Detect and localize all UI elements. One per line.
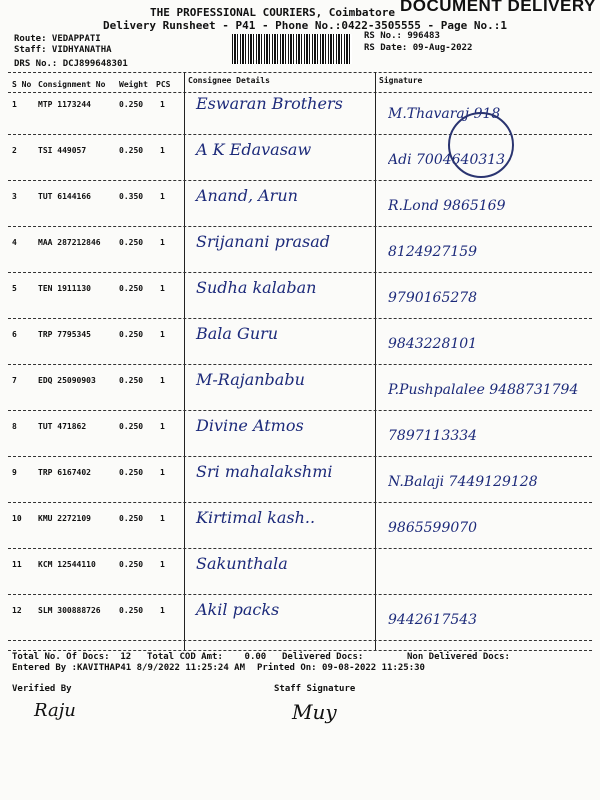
- row-separator: [8, 364, 592, 365]
- row-consignment: KCM 12544110: [38, 560, 96, 569]
- row-sno: 10: [12, 514, 22, 523]
- total-docs: Total No. Of Docs: 12: [12, 652, 132, 662]
- row-pcs: 1: [160, 146, 165, 155]
- company-line: THE PROFESSIONAL COURIERS, Coimbatore: [150, 6, 396, 19]
- drs-number: DRS No.: DCJ899648301: [14, 59, 128, 69]
- row-sno: 9: [12, 468, 17, 477]
- total-cod: Total COD Amt: 0.00: [147, 652, 267, 662]
- row-consignee-handwritten: Bala Guru: [196, 324, 279, 343]
- row-consignment: TSI 449057: [38, 146, 87, 155]
- table-top-rule: [8, 72, 592, 73]
- row-pcs: 1: [160, 238, 165, 247]
- row-consignment: TRP 7795345: [38, 330, 91, 339]
- row-weight: 0.250: [119, 100, 144, 109]
- col-signature: Signature: [379, 76, 423, 85]
- row-weight: 0.250: [119, 560, 144, 569]
- row-weight: 0.250: [119, 330, 144, 339]
- delivered-docs: Delivered Docs:: [282, 652, 364, 662]
- footer-rule: [8, 650, 592, 651]
- row-sno: 5: [12, 284, 17, 293]
- delivery-seal: [448, 112, 514, 178]
- row-signature-handwritten: 7897113334: [388, 428, 478, 444]
- row-separator: [8, 272, 592, 273]
- row-consignee-handwritten: Srijanani prasad: [196, 232, 330, 251]
- row-consignment: TRP 6167402: [38, 468, 91, 477]
- verified-signature: Raju: [34, 700, 76, 721]
- row-weight: 0.250: [119, 422, 144, 431]
- row-signature-handwritten: 8124927159: [388, 244, 478, 260]
- row-consignment: TUT 471862: [38, 422, 87, 431]
- col-weight: Weight: [119, 80, 148, 89]
- row-weight: 0.250: [119, 238, 144, 247]
- row-signature-handwritten: Adi 7004640313: [388, 152, 506, 168]
- row-weight: 0.250: [119, 146, 144, 155]
- row-pcs: 1: [160, 330, 165, 339]
- row-sno: 7: [12, 376, 17, 385]
- header-rule: [8, 92, 592, 93]
- row-consignee-handwritten: Sakunthala: [196, 554, 288, 573]
- row-sno: 6: [12, 330, 17, 339]
- row-sno: 1: [12, 100, 17, 109]
- row-weight: 0.250: [119, 514, 144, 523]
- row-separator: [8, 410, 592, 411]
- row-pcs: 1: [160, 422, 165, 431]
- row-signature-handwritten: M.Thavaraj 918: [388, 106, 501, 122]
- col-sno: S No: [12, 80, 32, 89]
- verified-by-label: Verified By: [12, 684, 72, 694]
- non-delivered-docs: Non Delivered Docs:: [407, 652, 510, 662]
- row-consignment: SLM 300888726: [38, 606, 101, 615]
- row-signature-handwritten: 9843228101: [388, 336, 478, 352]
- row-pcs: 1: [160, 376, 165, 385]
- staff: Staff: VIDHYANATHA: [14, 45, 112, 55]
- row-pcs: 1: [160, 284, 165, 293]
- row-separator: [8, 318, 592, 319]
- row-consignee-handwritten: Anand, Arun: [196, 186, 298, 205]
- row-consignee-handwritten: A K Edavasaw: [196, 140, 312, 159]
- rs-date: RS Date: 09-Aug-2022: [364, 43, 473, 53]
- row-separator: [8, 548, 592, 549]
- row-signature-handwritten: 9865599070: [388, 520, 478, 536]
- staff-signature-label: Staff Signature: [274, 684, 356, 694]
- row-pcs: 1: [160, 468, 165, 477]
- barcode: [232, 34, 352, 64]
- row-consignee-handwritten: Akil packs: [196, 600, 280, 619]
- row-consignment: TEN 1911130: [38, 284, 91, 293]
- row-consignee-handwritten: Divine Atmos: [196, 416, 304, 435]
- row-consignee-handwritten: Eswaran Brothers: [196, 94, 343, 113]
- row-pcs: 1: [160, 192, 165, 201]
- row-signature-handwritten: N.Balaji 7449129128: [388, 474, 538, 490]
- row-signature-handwritten: P.Pushpalalee 9488731794: [388, 382, 579, 398]
- row-pcs: 1: [160, 560, 165, 569]
- row-separator: [8, 640, 592, 641]
- col-consignee: Consignee Details: [188, 76, 270, 85]
- row-consignee-handwritten: M-Rajanbabu: [196, 370, 305, 389]
- row-separator: [8, 502, 592, 503]
- row-weight: 0.250: [119, 468, 144, 477]
- route: Route: VEDAPPATI: [14, 34, 101, 44]
- row-separator: [8, 594, 592, 595]
- row-weight: 0.250: [119, 606, 144, 615]
- printed-on: Printed On: 09-08-2022 11:25:30: [257, 663, 425, 673]
- col-consignment: Consignment No: [38, 80, 106, 89]
- row-signature-handwritten: R.Lond 9865169: [388, 198, 506, 214]
- row-sno: 4: [12, 238, 17, 247]
- row-consignment: EDQ 25090903: [38, 376, 96, 385]
- document-delivery-stamp: DOCUMENT DELIVERY: [400, 0, 596, 15]
- row-separator: [8, 180, 592, 181]
- col-pcs: PCS: [156, 80, 171, 89]
- row-consignee-handwritten: Sri mahalakshmi: [196, 462, 333, 481]
- staff-signature: Muy: [292, 700, 337, 724]
- consignee-col-divider: [184, 72, 185, 650]
- row-sno: 2: [12, 146, 17, 155]
- row-pcs: 1: [160, 100, 165, 109]
- rs-number: RS No.: 996483: [364, 31, 440, 41]
- row-consignee-handwritten: Kirtimal kash..: [196, 508, 316, 527]
- row-signature-handwritten: 9790165278: [388, 290, 478, 306]
- row-pcs: 1: [160, 606, 165, 615]
- row-weight: 0.250: [119, 376, 144, 385]
- row-separator: [8, 456, 592, 457]
- row-pcs: 1: [160, 514, 165, 523]
- row-weight: 0.250: [119, 284, 144, 293]
- row-consignment: KMU 2272109: [38, 514, 91, 523]
- row-sno: 3: [12, 192, 17, 201]
- row-consignment: MAA 287212846: [38, 238, 101, 247]
- runsheet-line: Delivery Runsheet - P41 - Phone No.:0422-3505555 - Page No.:1: [103, 19, 507, 32]
- entered-by: Entered By :KAVITHAP41 8/9/2022 11:25:24 AM: [12, 663, 245, 673]
- row-sno: 8: [12, 422, 17, 431]
- row-weight: 0.350: [119, 192, 144, 201]
- row-consignment: MTP 1173244: [38, 100, 91, 109]
- row-consignment: TUT 6144166: [38, 192, 91, 201]
- row-sno: 11: [12, 560, 22, 569]
- row-sno: 12: [12, 606, 22, 615]
- row-signature-handwritten: 9442617543: [388, 612, 478, 628]
- row-consignee-handwritten: Sudha kalaban: [196, 278, 317, 297]
- row-separator: [8, 226, 592, 227]
- signature-col-divider: [375, 72, 376, 650]
